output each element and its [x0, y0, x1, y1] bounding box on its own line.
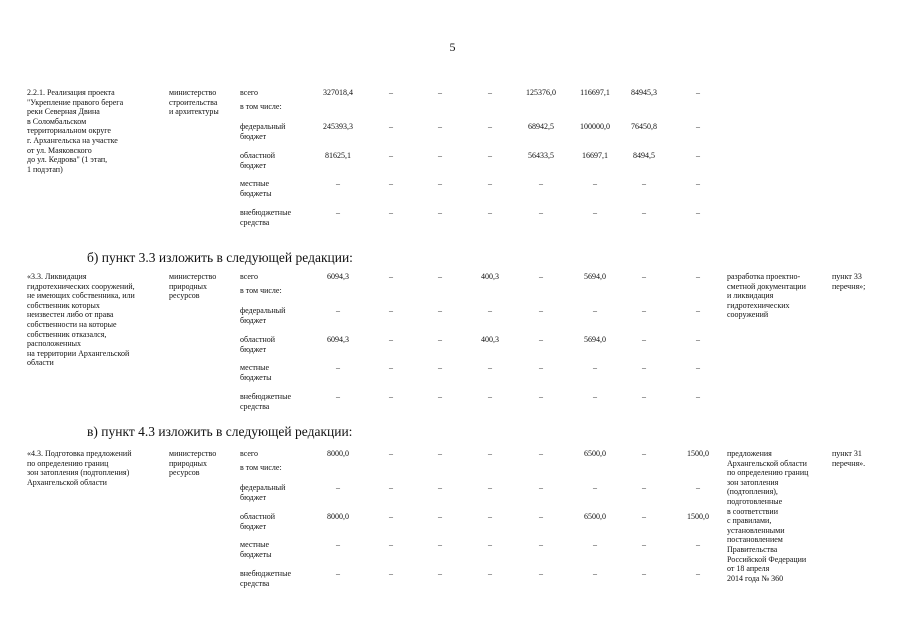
funding-value: – — [593, 179, 597, 188]
funding-value: – — [438, 208, 442, 217]
funding-value: – — [539, 569, 543, 578]
funding-value: – — [488, 512, 492, 521]
funding-value: – — [488, 306, 492, 315]
funding-value: – — [488, 363, 492, 372]
funding-value: – — [539, 306, 543, 315]
funding-value: – — [438, 272, 442, 281]
funding-value: – — [389, 122, 393, 131]
funding-source-label: местные бюджеты — [240, 179, 272, 198]
funding-value: – — [593, 363, 597, 372]
funding-value: – — [696, 179, 700, 188]
funding-value: – — [389, 272, 393, 281]
funding-value: – — [336, 392, 340, 401]
funding-value: – — [696, 151, 700, 160]
funding-value: – — [539, 483, 543, 492]
funding-value: – — [696, 306, 700, 315]
funding-value: 400,3 — [481, 272, 499, 281]
funding-source-label: областной бюджет — [240, 335, 276, 354]
funding-value: – — [389, 151, 393, 160]
funding-value: – — [336, 483, 340, 492]
item-executor: министерство природных ресурсов — [169, 449, 217, 478]
funding-value: – — [488, 122, 492, 131]
funding-source-label: федеральный бюджет — [240, 122, 286, 141]
funding-source-label: в том числе: — [240, 463, 282, 472]
funding-value: 327018,4 — [323, 88, 353, 97]
funding-value: – — [696, 88, 700, 97]
funding-value: – — [539, 392, 543, 401]
funding-value: 125376,0 — [526, 88, 556, 97]
funding-value: 1500,0 — [687, 449, 709, 458]
funding-value: 400,3 — [481, 335, 499, 344]
funding-value: – — [696, 540, 700, 549]
funding-value: – — [488, 569, 492, 578]
item-description: 2.2.1. Реализация проекта "Укрепление правого берега реки Северная Двина в Соломбальском территориальном округе г. Архангельска на участке от ул. Маяковского до ул. Кедрова" (1 этап, 1 подэтап) — [27, 88, 124, 174]
funding-value: – — [438, 540, 442, 549]
funding-value: 81625,1 — [325, 151, 351, 160]
funding-value: – — [438, 363, 442, 372]
funding-value: – — [539, 449, 543, 458]
funding-value: – — [593, 540, 597, 549]
funding-value: – — [539, 363, 543, 372]
funding-value: – — [642, 335, 646, 344]
funding-value: – — [642, 208, 646, 217]
funding-value: – — [696, 363, 700, 372]
heading-item-v: в) пункт 4.3 изложить в следующей редакции: — [87, 424, 353, 439]
item-result: предложения Архангельской области по определению границ зон затопления (подтопления), подготовленные в соответствии с правилами, установленными постановлением Правительства Российской Федерации от 18 апреля 2014 года № 360 — [727, 449, 809, 583]
item-description: «4.3. Подготовка предложений по определению границ зон затопления (подтопления) Архангельской области — [27, 449, 132, 487]
funding-value: 6094,3 — [327, 272, 349, 281]
funding-value: 56433,5 — [528, 151, 554, 160]
funding-value: – — [488, 88, 492, 97]
funding-value: 16697,1 — [582, 151, 608, 160]
item-executor: министерство строительства и архитектуры — [169, 88, 219, 117]
funding-value: – — [389, 179, 393, 188]
funding-value: – — [539, 179, 543, 188]
funding-value: – — [696, 335, 700, 344]
funding-value: – — [539, 335, 543, 344]
funding-source-label: всего — [240, 449, 259, 458]
funding-value: – — [696, 208, 700, 217]
funding-value: – — [438, 306, 442, 315]
heading-item-b: б) пункт 3.3 изложить в следующей редакции: — [87, 250, 353, 265]
funding-value: – — [593, 392, 597, 401]
funding-source-label: всего — [240, 88, 259, 97]
funding-value: – — [389, 540, 393, 549]
funding-value: – — [389, 363, 393, 372]
funding-source-label: всего — [240, 272, 259, 281]
funding-source-label: федеральный бюджет — [240, 306, 286, 325]
funding-value: 8494,5 — [633, 151, 655, 160]
funding-value: – — [389, 512, 393, 521]
funding-value: – — [696, 122, 700, 131]
funding-source-label: местные бюджеты — [240, 540, 272, 559]
funding-source-label: областной бюджет — [240, 151, 276, 170]
funding-value: 245393,3 — [323, 122, 353, 131]
funding-value: 84945,3 — [631, 88, 657, 97]
funding-source-label: в том числе: — [240, 102, 282, 111]
funding-value: – — [336, 363, 340, 372]
funding-value: – — [539, 512, 543, 521]
funding-value: – — [696, 483, 700, 492]
funding-value: – — [389, 335, 393, 344]
funding-value: 6500,0 — [584, 512, 606, 521]
funding-value: – — [696, 569, 700, 578]
item-description: «3.3. Ликвидация гидротехнических сооружений, не имеющих собственника, или собственник которых неизвестен либо от права собственности на которые собственник отказался, расположенных на территории Архангельской области — [27, 272, 135, 368]
funding-value: – — [642, 306, 646, 315]
funding-value: 76450,8 — [631, 122, 657, 131]
funding-source-label: в том числе: — [240, 286, 282, 295]
funding-value: 5694,0 — [584, 335, 606, 344]
funding-value: – — [488, 151, 492, 160]
funding-value: – — [438, 569, 442, 578]
funding-value: 1500,0 — [687, 512, 709, 521]
funding-value: – — [696, 392, 700, 401]
item-executor: министерство природных ресурсов — [169, 272, 217, 301]
funding-value: – — [438, 512, 442, 521]
funding-value: – — [438, 483, 442, 492]
page-number: 5 — [449, 40, 456, 54]
funding-value: – — [642, 363, 646, 372]
funding-value: – — [438, 449, 442, 458]
funding-value: 68942,5 — [528, 122, 554, 131]
funding-value: – — [642, 179, 646, 188]
funding-source-label: федеральный бюджет — [240, 483, 286, 502]
funding-source-label: внебюджетные средства — [240, 208, 291, 227]
funding-value: – — [488, 179, 492, 188]
funding-value: – — [488, 483, 492, 492]
funding-value: – — [389, 306, 393, 315]
funding-value: – — [438, 122, 442, 131]
funding-value: – — [488, 392, 492, 401]
funding-value: – — [438, 335, 442, 344]
funding-source-label: областной бюджет — [240, 512, 276, 531]
funding-value: – — [593, 208, 597, 217]
funding-source-label: внебюджетные средства — [240, 569, 291, 588]
funding-value: – — [438, 179, 442, 188]
funding-value: – — [593, 569, 597, 578]
funding-value: – — [389, 208, 393, 217]
funding-value: 5694,0 — [584, 272, 606, 281]
funding-value: – — [438, 392, 442, 401]
funding-value: – — [696, 272, 700, 281]
funding-value: – — [642, 540, 646, 549]
item-reference: пункт 31 перечня». — [832, 449, 866, 468]
item-result: разработка проектно- сметной документации и ликвидация гидротехнических сооружений — [727, 272, 806, 320]
funding-value: – — [642, 272, 646, 281]
funding-value: 6500,0 — [584, 449, 606, 458]
funding-value: – — [642, 569, 646, 578]
funding-value: – — [389, 483, 393, 492]
funding-value: – — [389, 392, 393, 401]
funding-value: – — [389, 88, 393, 97]
funding-value: 116697,1 — [580, 88, 610, 97]
item-reference: пункт 33 перечня»; — [832, 272, 866, 291]
funding-value: – — [336, 540, 340, 549]
funding-value: 8000,0 — [327, 449, 349, 458]
funding-source-label: местные бюджеты — [240, 363, 272, 382]
funding-value: – — [336, 569, 340, 578]
funding-value: – — [642, 483, 646, 492]
funding-value: – — [488, 540, 492, 549]
funding-value: – — [642, 512, 646, 521]
funding-value: – — [336, 306, 340, 315]
funding-value: – — [539, 540, 543, 549]
funding-source-label: внебюджетные средства — [240, 392, 291, 411]
funding-value: – — [438, 151, 442, 160]
funding-value: – — [539, 208, 543, 217]
funding-value: – — [438, 88, 442, 97]
funding-value: – — [389, 569, 393, 578]
funding-value: 6094,3 — [327, 335, 349, 344]
funding-value: – — [389, 449, 393, 458]
funding-value: – — [593, 306, 597, 315]
funding-value: 100000,0 — [580, 122, 610, 131]
funding-value: – — [336, 179, 340, 188]
funding-value: – — [336, 208, 340, 217]
funding-value: – — [642, 392, 646, 401]
funding-value: – — [642, 449, 646, 458]
funding-value: – — [593, 483, 597, 492]
funding-value: – — [488, 449, 492, 458]
funding-value: – — [539, 272, 543, 281]
funding-value: – — [488, 208, 492, 217]
funding-value: 8000,0 — [327, 512, 349, 521]
